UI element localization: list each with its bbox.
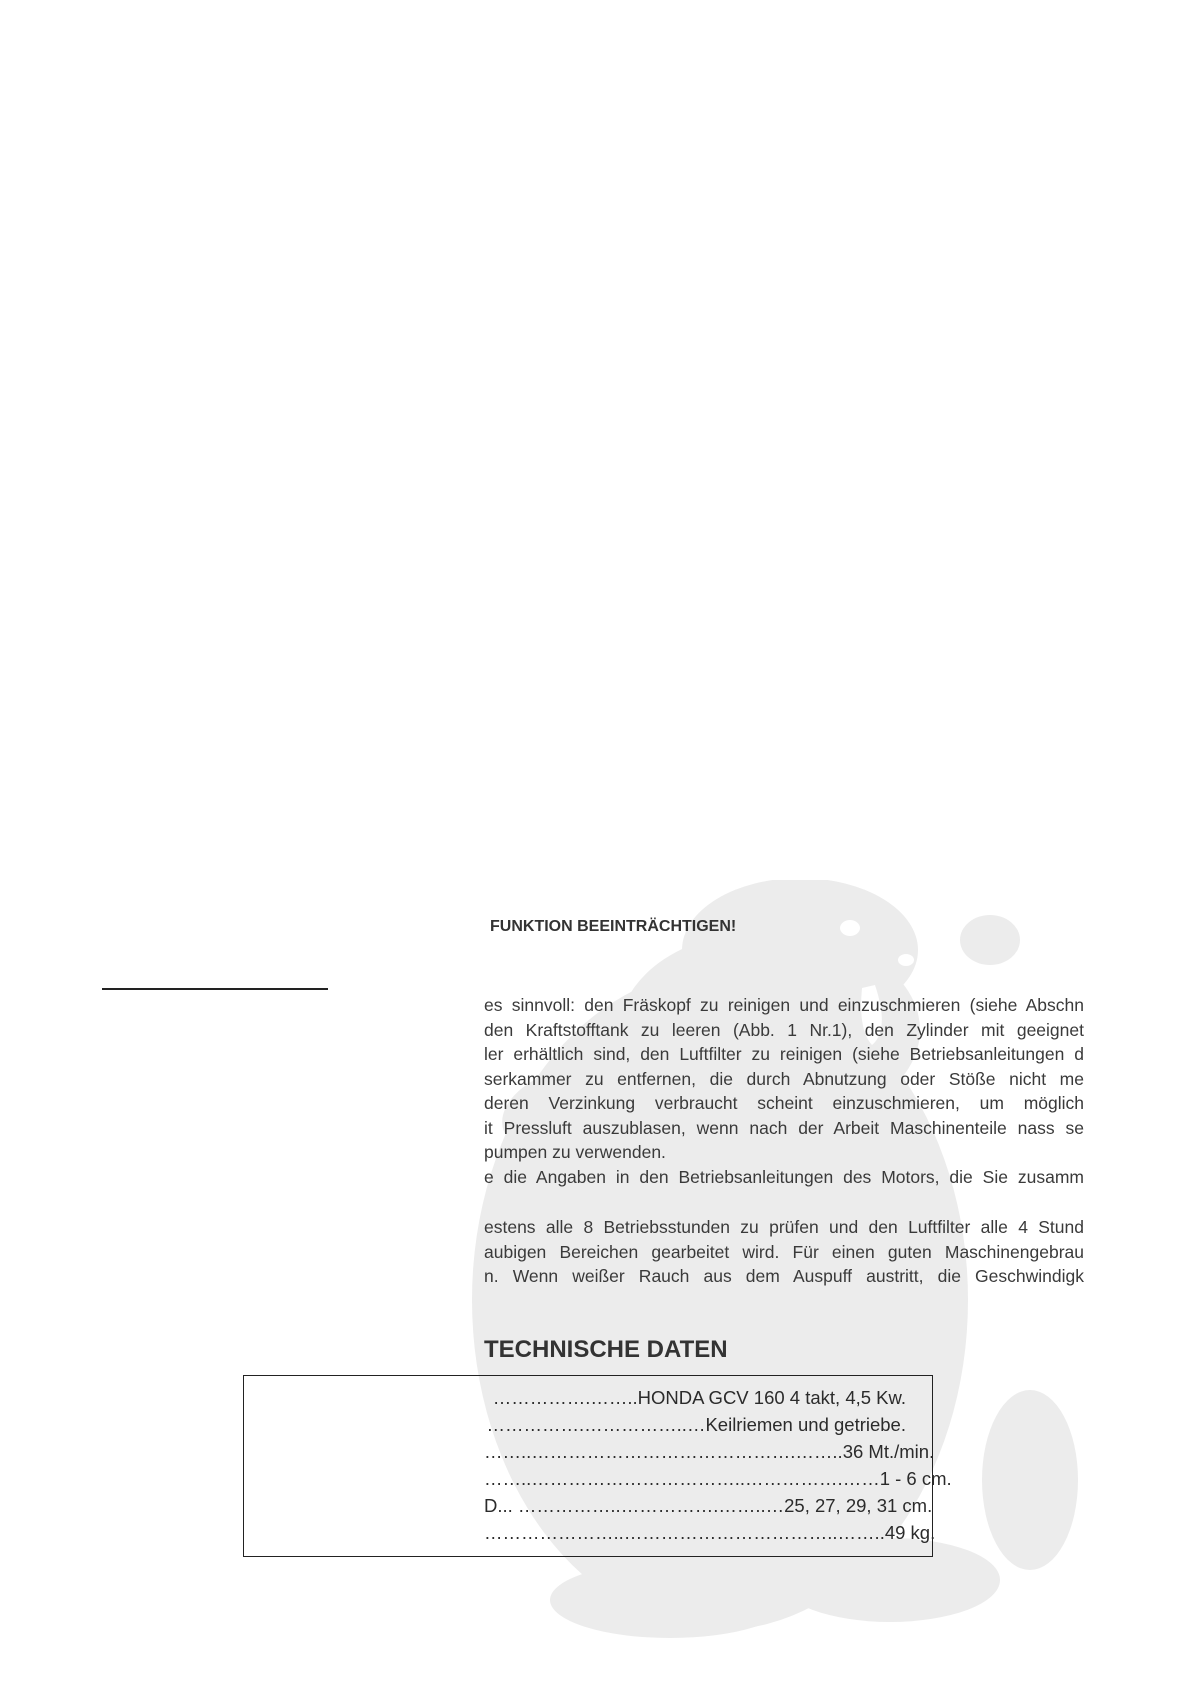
- spec-row-depth: ……..……………………………..…………….……1 - 6 cm.: [484, 1468, 952, 1489]
- maintenance-paragraph-3: [484, 1215, 1084, 1289]
- text-line: estens alle 8 Betriebsstunden zu prüfen und den Luftfilter alle 4 Stund: [484, 1217, 1084, 1237]
- text-line: den Kraftstofftank zu leeren (Abb. 1 Nr.1), den Zylinder mit geeignet: [484, 1019, 1084, 1040]
- spec-row-speed: ……..…………………………………….……..36 Mt./min.: [484, 1441, 935, 1462]
- spec-row-diameter: D... ……………..…………….……..…25, 27, 29, 31 cm.: [484, 1495, 933, 1516]
- maintenance-paragraph-2: [484, 1165, 1084, 1190]
- text-line: ler erhältlich sind, den Luftfilter zu reinigen (siehe Betriebsanleitungen d: [484, 1044, 1084, 1064]
- text-line: deren Verzinkung verbraucht scheint einzuschmieren, um möglich: [484, 1093, 1084, 1113]
- text-line: pumpen zu verwenden.: [484, 1142, 666, 1162]
- text-line: aubigen Bereichen gearbeitet wird. Für einen guten Maschinengebrau: [484, 1241, 1084, 1262]
- spec-row-weight: …………………..……………………………..……..49 kg.: [484, 1522, 936, 1543]
- text-line: n. Wenn weißer Rauch aus dem Auspuff austritt, die Geschwindigk: [484, 1266, 1084, 1286]
- technical-data-heading: TECHNISCHE DATEN: [484, 1336, 728, 1363]
- text-line: serkammer zu entfernen, die durch Abnutzung oder Stöße nicht me: [484, 1068, 1084, 1089]
- warning-text: FUNKTION BEEINTRÄCHTIGEN!: [490, 918, 737, 935]
- technical-data-table: [243, 1375, 952, 1557]
- section-divider: [102, 988, 328, 990]
- maintenance-paragraph-1: [484, 993, 1084, 1165]
- text-line: it Pressluft auszublasen, wenn nach der Arbeit Maschinenteile nass se: [484, 1117, 1084, 1138]
- text-line: es sinnvoll: den Fräskopf zu reinigen und einzuschmieren (siehe Abschn: [484, 995, 1084, 1015]
- text-line: e die Angaben in den Betriebsanleitungen des Motors, die Sie zusamm: [484, 1167, 1084, 1187]
- spec-row-engine: …………….……..HONDA GCV 160 4 takt, 4,5 Kw.: [492, 1387, 906, 1408]
- spec-row-transmission: …………….……………..…Keilriemen und getriebe.: [486, 1414, 906, 1435]
